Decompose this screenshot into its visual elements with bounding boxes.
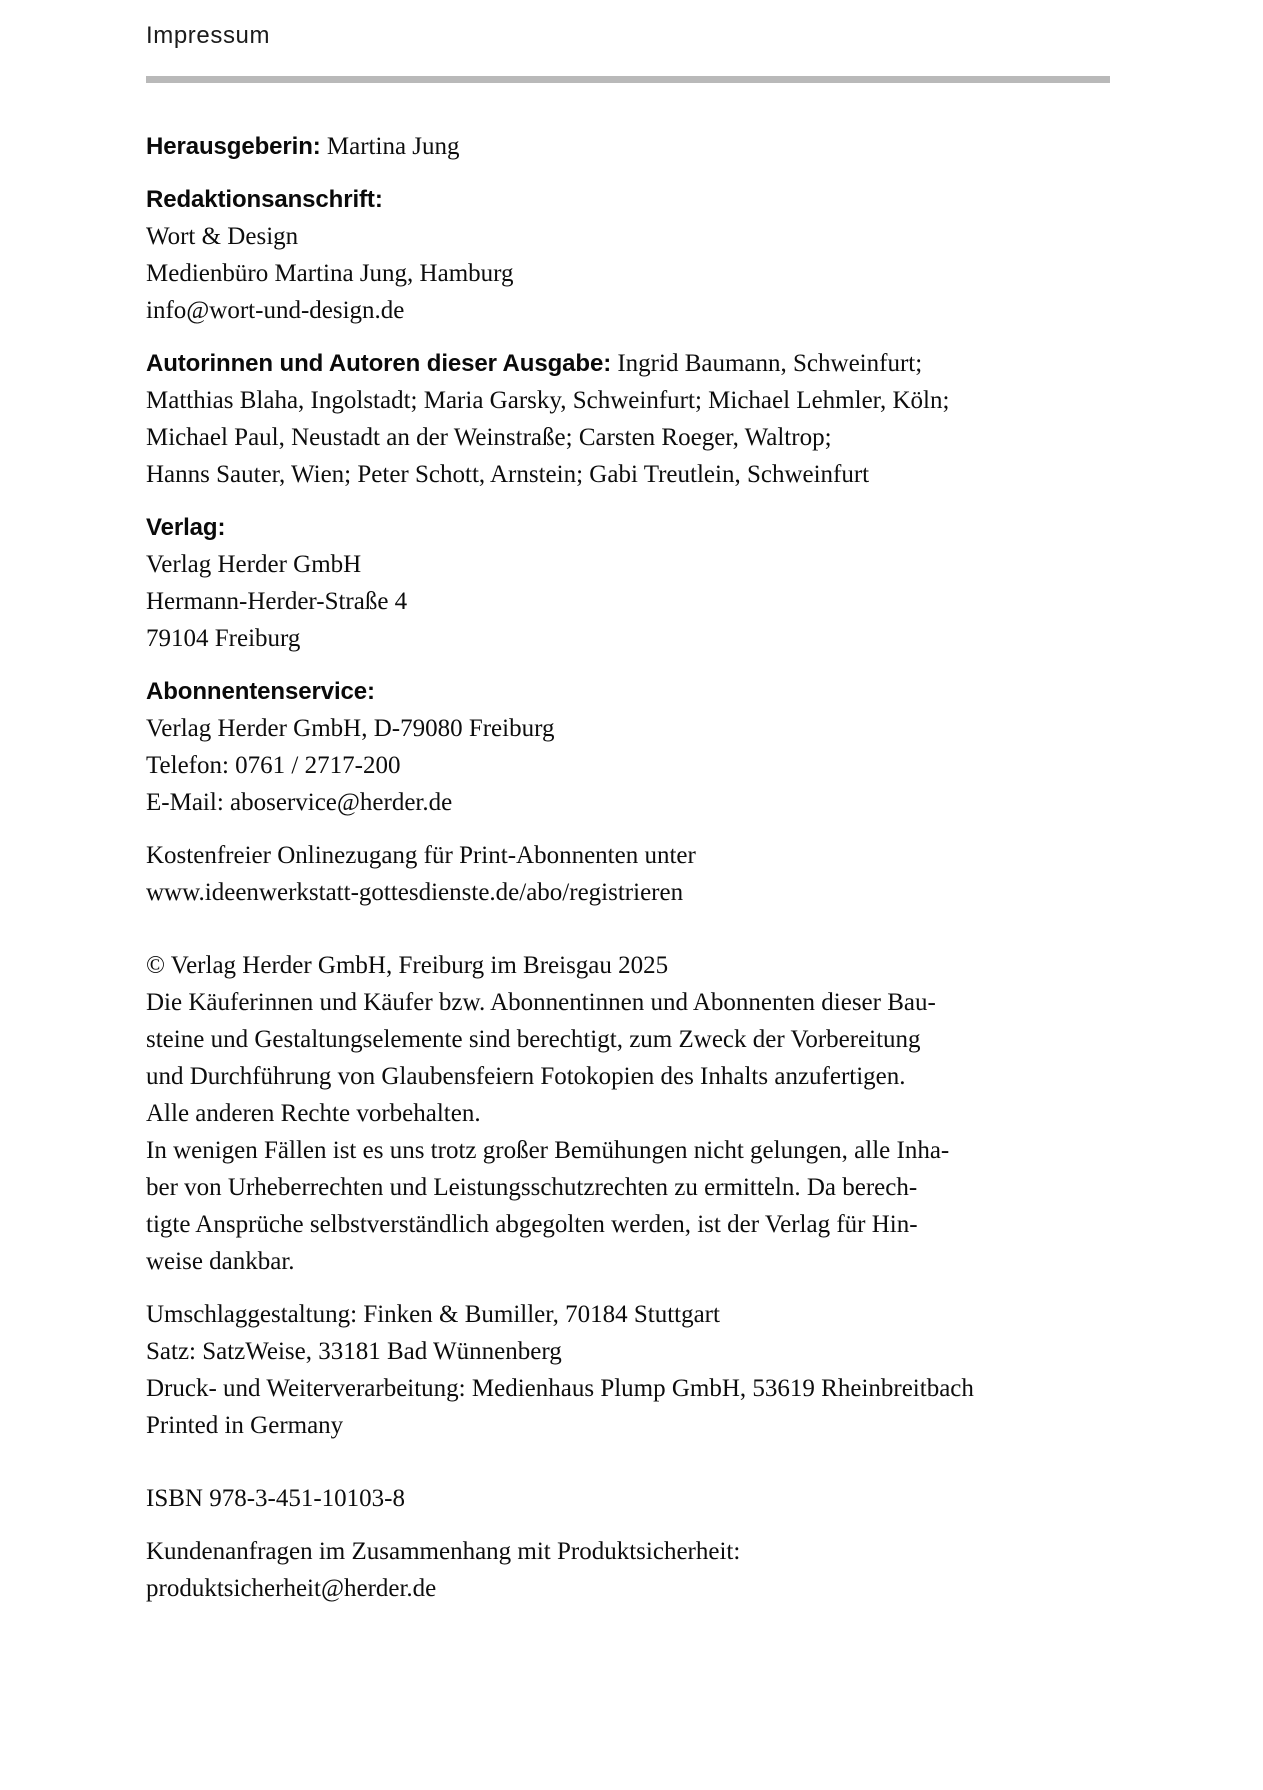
section-produktion [146, 1296, 1110, 1444]
verlag-label: Verlag: [146, 514, 226, 541]
copyright-line: ber von Urheberrechten und Leistungsschutzrechten zu ermitteln. Da berech- [146, 1174, 918, 1201]
onlinezugang-url: www.ideenwerkstatt-gottesdienste.de/abo/registrieren [146, 879, 684, 906]
imprint-body [146, 128, 1110, 1607]
autoren-line: Matthias Blaha, Ingolstadt; Maria Garsky, Schweinfurt; Michael Lehmler, Köln; [146, 387, 950, 414]
redaktionsanschrift-email: info@wort-und-design.de [146, 297, 405, 324]
copyright-line: Die Käuferinnen und Käufer bzw. Abonnentinnen und Abonnenten dieser Bau- [146, 989, 936, 1016]
autoren-first-entry: Ingrid Baumann, Schweinfurt; [617, 350, 923, 377]
section-isbn [146, 1480, 1110, 1517]
produktion-printed: Printed in Germany [146, 1412, 344, 1439]
abonnentenservice-line: Verlag Herder GmbH, D-79080 Freiburg [146, 715, 555, 742]
produktsicherheit-email: produktsicherheit@herder.de [146, 1575, 437, 1602]
isbn-value: ISBN 978-3-451-10103-8 [146, 1485, 406, 1512]
section-abonnentenservice [146, 673, 1110, 821]
verlag-line: Hermann-Herder-Straße 4 [146, 588, 408, 615]
produktion-satz: Satz: SatzWeise, 33181 Bad Wünnenberg [146, 1338, 562, 1365]
copyright-line: © Verlag Herder GmbH, Freiburg im Breisgau 2025 [146, 952, 669, 979]
copyright-line: tigte Ansprüche selbstverständlich abgegolten werden, ist der Verlag für Hin- [146, 1211, 918, 1238]
autoren-line: Hanns Sauter, Wien; Peter Schott, Arnstein; Gabi Treutlein, Schweinfurt [146, 461, 870, 488]
produktsicherheit-line: Kundenanfragen im Zusammenhang mit Produktsicherheit: [146, 1538, 741, 1565]
herausgeberin-value: Martina Jung [326, 133, 460, 160]
divider-rule [146, 76, 1110, 83]
onlinezugang-line: Kostenfreier Onlinezugang für Print-Abonnenten unter [146, 842, 696, 869]
abonnentenservice-email: E-Mail: aboservice@herder.de [146, 789, 453, 816]
copyright-line: weise dankbar. [146, 1248, 295, 1275]
section-produktsicherheit [146, 1533, 1110, 1607]
section-autoren [146, 345, 1110, 493]
produktion-druck: Druck- und Weiterverarbeitung: Medienhaus Plump GmbH, 53619 Rheinbreitbach [146, 1375, 974, 1402]
copyright-line: steine und Gestaltungselemente sind berechtigt, zum Zweck der Vorbereitung [146, 1026, 921, 1053]
redaktionsanschrift-line: Wort & Design [146, 223, 299, 250]
autoren-label: Autorinnen und Autoren dieser Ausgabe: [146, 350, 612, 377]
verlag-line: 79104 Freiburg [146, 625, 301, 652]
section-copyright [146, 947, 1110, 1280]
section-redaktionsanschrift [146, 181, 1110, 329]
redaktionsanschrift-label: Redaktionsanschrift: [146, 186, 383, 213]
section-verlag [146, 509, 1110, 657]
section-onlinezugang [146, 837, 1110, 911]
verlag-line: Verlag Herder GmbH [146, 551, 362, 578]
copyright-line: In wenigen Fällen ist es uns trotz großer Bemühungen nicht gelungen, alle Inha- [146, 1137, 950, 1164]
copyright-line: und Durchführung von Glaubensfeiern Fotokopien des Inhalts anzufertigen. [146, 1063, 906, 1090]
herausgeberin-label: Herausgeberin: [146, 133, 321, 160]
section-herausgeberin [146, 128, 1110, 165]
redaktionsanschrift-line: Medienbüro Martina Jung, Hamburg [146, 260, 514, 287]
abonnentenservice-label: Abonnentenservice: [146, 678, 375, 705]
running-head: Impressum [146, 22, 271, 49]
autoren-line: Michael Paul, Neustadt an der Weinstraße; Carsten Roeger, Waltrop; [146, 424, 832, 451]
produktion-umschlag: Umschlaggestaltung: Finken & Bumiller, 70184 Stuttgart [146, 1301, 720, 1328]
abonnentenservice-phone: Telefon: 0761 / 2717-200 [146, 752, 401, 779]
copyright-line: Alle anderen Rechte vorbehalten. [146, 1100, 481, 1127]
